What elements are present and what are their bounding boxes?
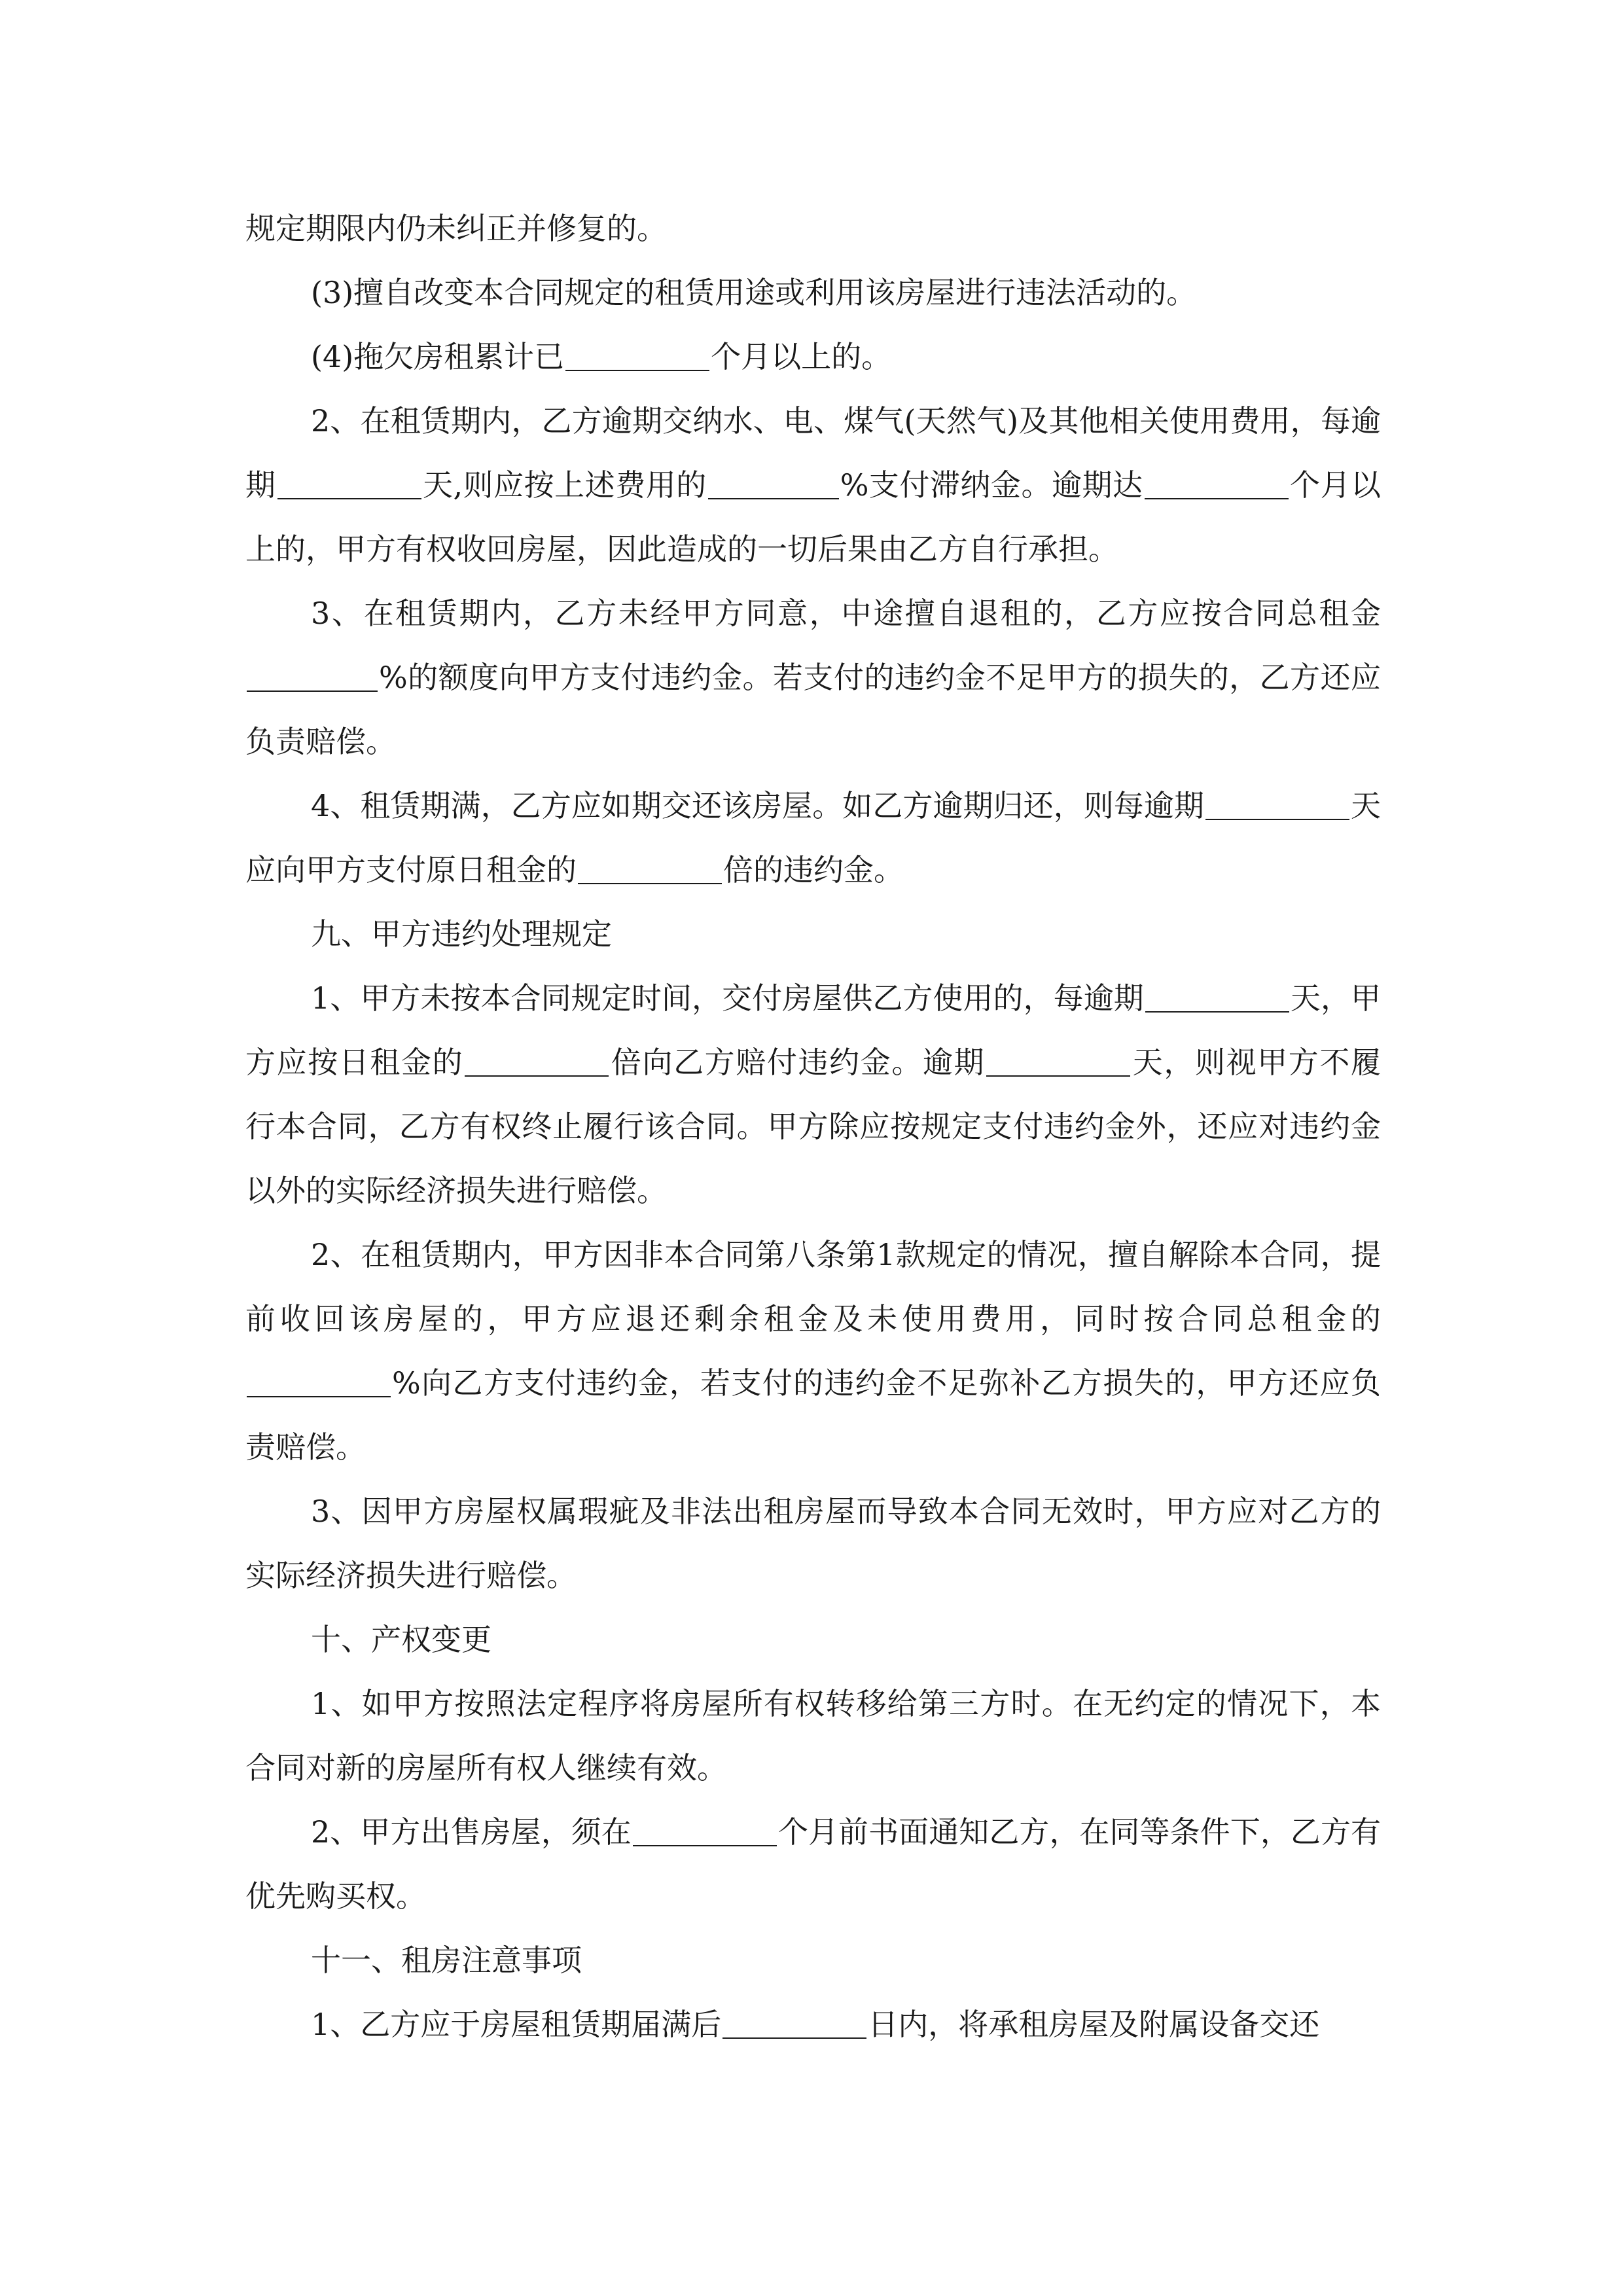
fill-blank xyxy=(247,1366,391,1397)
paragraph-clause-10-2: 2、甲方出售房屋，须在 个月前书面通知乙方，在同等条件下，乙方有优先购买权。 xyxy=(245,1814,1381,1914)
paragraph-item-3: (3)擅自改变本合同规定的租赁用途或利用该房屋进行违法活动的。 xyxy=(311,275,1197,310)
fill-blank xyxy=(1145,981,1289,1013)
paragraph-clause-9-3: 3、因甲方房屋权属瑕疵及非法出租房屋而导致本合同无效时，甲方应对乙方的实际经济损失进行赔偿。 xyxy=(245,1494,1381,1593)
paragraph-clause-8-2: 2、在租赁期内，乙方逾期交纳水、电、煤气(天然气)及其他相关使用费用，每逾期 天,则应按上述费用的 %支付滞纳金。逾期达 个月以上的，甲方有权收回房屋，因此造成的一切后果由乙方自行承担。 xyxy=(245,403,1382,567)
paragraph-clause-8-3: 3、在租赁期内，乙方未经甲方同意，中途擅自退租的，乙方应按合同总租金%的额度向甲方支付违约金。若支付的违约金不足甲方的损失的，乙方还应负责赔偿。 xyxy=(245,596,1381,759)
fill-blank xyxy=(722,2007,866,2039)
fill-blank xyxy=(247,660,378,692)
fill-blank xyxy=(277,468,421,499)
fill-blank xyxy=(1205,789,1349,820)
section-heading-9: 九、甲方违约处理规定 xyxy=(311,916,612,952)
fill-blank xyxy=(708,468,839,499)
paragraph-clause-11-1: 1、乙方应于房屋租赁期届满后 日内，将承租房屋及附属设备交还 xyxy=(311,2007,1320,2042)
fill-blank xyxy=(986,1045,1130,1077)
fill-blank xyxy=(578,853,722,884)
fill-blank xyxy=(633,1815,777,1846)
paragraph-clause-9-2: 2、在租赁期内，甲方因非本合同第八条第1款规定的情况，擅自解除本合同，提前收回该房屋的，甲方应退还剩余租金及未使用费用，同时按合同总租金的%向乙方支付违约金，若支付的违约金不足弥补乙方损失的，甲方还应负责赔偿。 xyxy=(245,1237,1381,1465)
paragraph-clause-9-1: 1、甲方未按本合同规定时间，交付房屋供乙方使用的，每逾期 天，甲方应按日租金的 倍向乙方赔付违约金。逾期 天，则视甲方不履行本合同，乙方有权终止履行该合同。甲方除应按规定支付违约金外，还应对违约金以外的实际经济损失进行赔偿。 xyxy=(245,980,1382,1208)
section-heading-11: 十一、租房注意事项 xyxy=(311,1943,582,1978)
document-page xyxy=(245,196,1381,2056)
paragraph-clause-8-4: 4、租赁期满，乙方应如期交还该房屋。如乙方逾期归还，则每逾期 天应向甲方支付原日租金的 倍的违约金。 xyxy=(245,788,1381,888)
fill-blank xyxy=(565,340,709,371)
fill-blank xyxy=(1145,468,1289,499)
fill-blank xyxy=(465,1045,609,1077)
section-heading-10: 十、产权变更 xyxy=(311,1622,491,1657)
paragraph-item-4: (4)拖欠房租累计已 个月以上的。 xyxy=(311,339,892,374)
paragraph-clause-10-1: 1、如甲方按照法定程序将房屋所有权转移给第三方时。在无约定的情况下，本合同对新的房屋所有权人继续有效。 xyxy=(245,1686,1381,1785)
paragraph-continuation: 规定期限内仍未纠正并修复的。 xyxy=(245,211,667,246)
